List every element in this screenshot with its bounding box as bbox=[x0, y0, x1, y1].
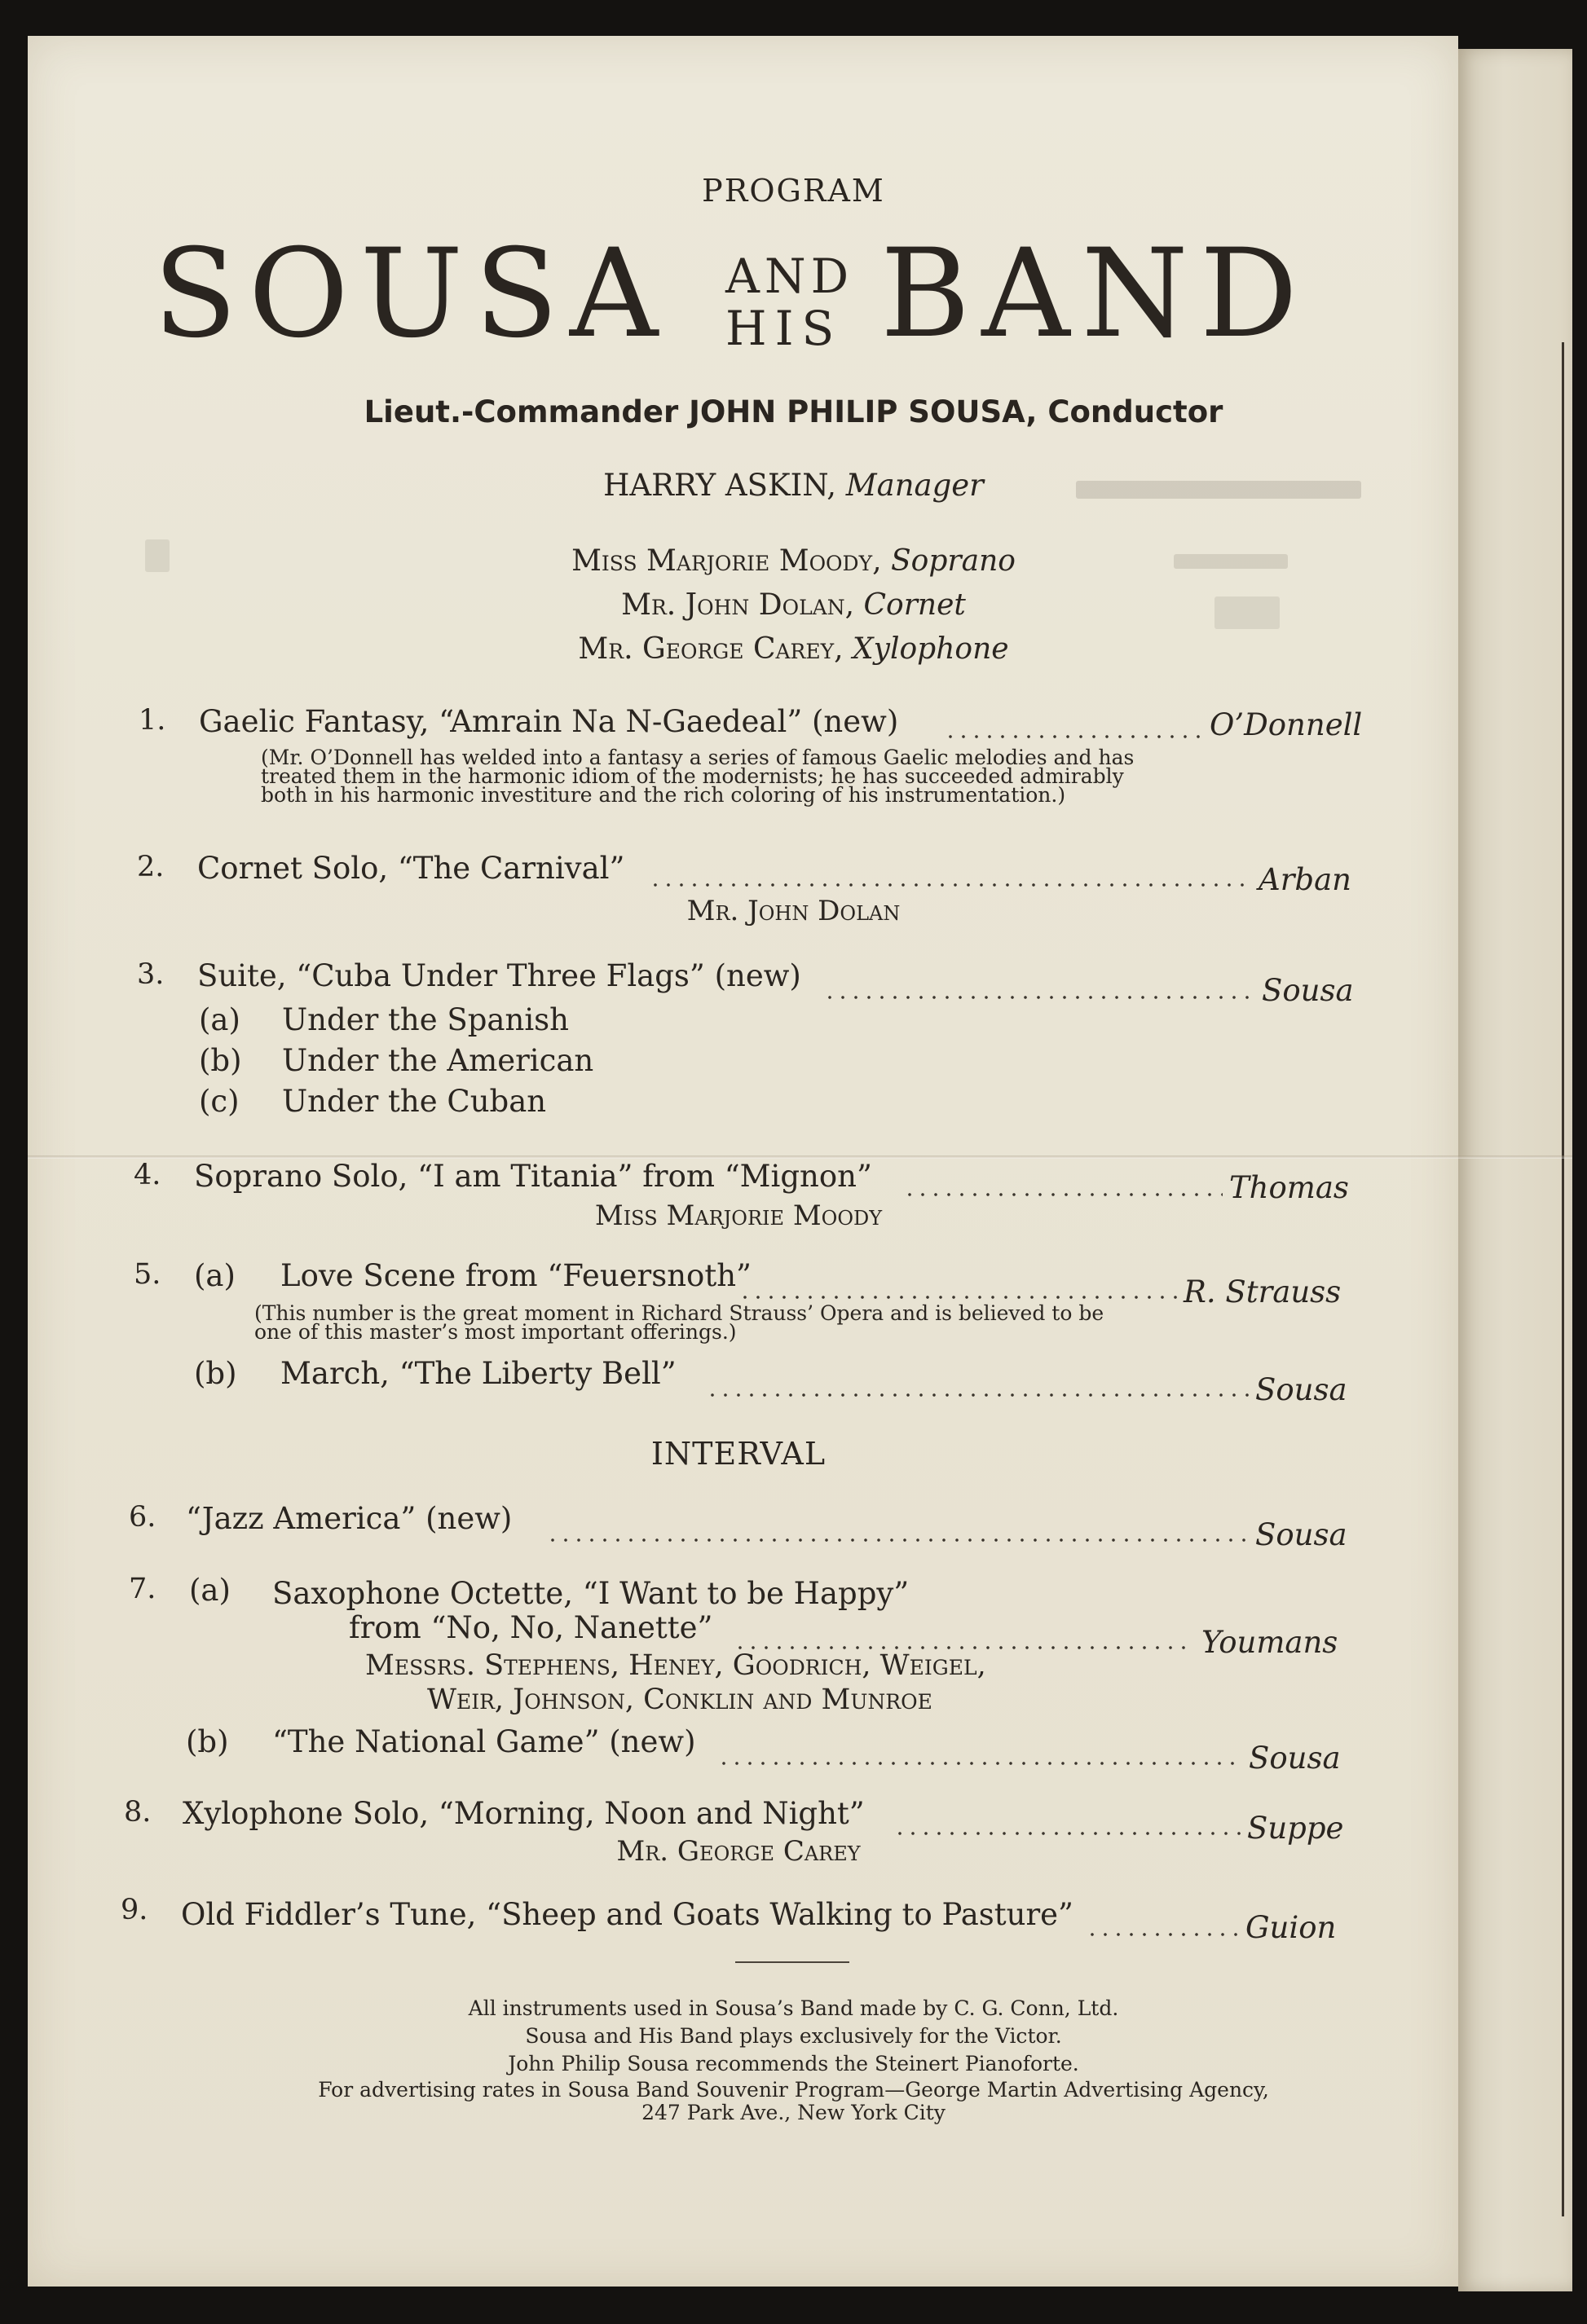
adjacent-page-edge bbox=[1458, 49, 1572, 2291]
entry-number: 7. bbox=[129, 1573, 156, 1605]
entry-title: March, “The Liberty Bell” bbox=[280, 1356, 677, 1391]
entry-number: 5. bbox=[134, 1258, 161, 1291]
entry-title: Suite, “Cuba Under Three Flags” (new) bbox=[197, 958, 801, 993]
entry-title: Saxophone Octette, “I Want to be Happy” bbox=[272, 1576, 910, 1611]
entry-performer: Miss Marjorie Moody bbox=[594, 1199, 883, 1232]
entry-title: Xylophone Solo, “Morning, Noon and Night” bbox=[183, 1796, 865, 1831]
soloist-role: Cornet bbox=[863, 588, 966, 622]
suite-part-text: Under the American bbox=[282, 1043, 594, 1078]
title-and: AND bbox=[725, 249, 854, 304]
entry-composer: Guion bbox=[1245, 1910, 1337, 1945]
leader-dots bbox=[717, 1762, 1244, 1765]
soloist-line bbox=[0, 588, 1587, 622]
footer-line: For advertising rates in Sousa Band Souvenir Program—George Martin Advertising Agency, bbox=[318, 2078, 1269, 2102]
conductor-line: Lieut.-Commander JOHN PHILIP SOUSA, Conductor bbox=[364, 394, 1223, 429]
entry-composer: R. Strauss bbox=[1184, 1274, 1342, 1309]
footer-line: All instruments used in Sousa’s Band made by C. G. Conn, Ltd. bbox=[468, 1996, 1119, 2020]
title-band: BAND bbox=[880, 223, 1310, 365]
manager-line bbox=[0, 468, 1587, 503]
entry-part-label: (a) bbox=[194, 1258, 236, 1293]
entry-composer: O’Donnell bbox=[1210, 707, 1363, 742]
soloist-line bbox=[0, 544, 1587, 578]
entry-composer: Youmans bbox=[1201, 1625, 1338, 1660]
entry-title: from “No, No, Nanette” bbox=[349, 1610, 713, 1645]
footer-line: John Philip Sousa recommends the Steinert Pianoforte. bbox=[508, 2052, 1079, 2075]
leader-dots bbox=[649, 883, 1252, 887]
entry-title: Cornet Solo, “The Carnival” bbox=[197, 851, 625, 886]
entry-performer: Mr. George Carey bbox=[616, 1835, 861, 1868]
entry-number: 9. bbox=[121, 1894, 148, 1926]
soloist-name: Mr. John Dolan, bbox=[621, 588, 855, 622]
entry-number: 3. bbox=[137, 958, 165, 991]
leader-dots bbox=[903, 1193, 1223, 1196]
entry-note-line: (Mr. O’Donnell has welded into a fantasy a series of famous Gaelic melodies and has bbox=[261, 746, 1135, 769]
entry-part-label: (b) bbox=[186, 1724, 229, 1759]
soloist-name: Mr. George Carey, bbox=[578, 632, 844, 666]
entry-number: 1. bbox=[139, 704, 166, 737]
entry-number: 8. bbox=[124, 1796, 152, 1829]
soloist-role: Xylophone bbox=[853, 632, 1009, 666]
entry-composer: Thomas bbox=[1229, 1170, 1349, 1205]
entry-title: “The National Game” (new) bbox=[272, 1724, 696, 1759]
entry-performer: Mr. John Dolan bbox=[686, 895, 901, 927]
program-label: PROGRAM bbox=[702, 173, 885, 209]
entry-note-line: treated them in the harmonic idiom of the modernists; he has succeeded admirably bbox=[261, 764, 1124, 788]
entry-title: Love Scene from “Feuersnoth” bbox=[280, 1258, 752, 1293]
leader-dots bbox=[706, 1393, 1252, 1397]
entry-title: Gaelic Fantasy, “Amrain Na N-Gaedeal” (new) bbox=[199, 704, 899, 739]
entry-title: “Jazz America” (new) bbox=[186, 1501, 513, 1536]
entry-composer: Sousa bbox=[1262, 973, 1354, 1008]
entry-number: 2. bbox=[137, 851, 165, 883]
entry-performers: Messrs. Stephens, Heney, Goodrich, Weigel, bbox=[365, 1649, 986, 1682]
manager-role: Manager bbox=[845, 468, 984, 503]
suite-part-label: (b) bbox=[199, 1043, 242, 1078]
suite-part-text: Under the Cuban bbox=[282, 1084, 547, 1119]
entry-composer: Suppe bbox=[1247, 1811, 1344, 1846]
entry-performers: Weir, Johnson, Conklin and Munroe bbox=[427, 1684, 932, 1716]
entry-note-line: (This number is the great moment in Richard Strauss’ Opera and is believed to be bbox=[254, 1301, 1104, 1325]
entry-note-line: one of this master’s most important offerings.) bbox=[254, 1320, 737, 1344]
suite-part-label: (a) bbox=[199, 1002, 240, 1037]
footer-divider bbox=[735, 1961, 849, 1963]
entry-part-label: (a) bbox=[189, 1573, 231, 1608]
entry-composer: Sousa bbox=[1249, 1741, 1341, 1776]
title-sousa: SOUSA bbox=[153, 223, 670, 365]
suite-part-label: (c) bbox=[199, 1084, 240, 1119]
entry-number: 6. bbox=[129, 1501, 156, 1534]
leader-dots bbox=[1086, 1933, 1242, 1936]
entry-number: 4. bbox=[134, 1159, 161, 1191]
leader-dots bbox=[944, 735, 1205, 738]
footer-line: Sousa and His Band plays exclusively for the Victor. bbox=[525, 2024, 1062, 2048]
entry-note-line: both in his harmonic investiture and the rich coloring of his instrumentation.) bbox=[261, 783, 1066, 807]
manager-name: HARRY ASKIN, bbox=[603, 468, 836, 503]
entry-title: Soprano Solo, “I am Titania” from “Mignon” bbox=[194, 1159, 872, 1194]
entry-title: Old Fiddler’s Tune, “Sheep and Goats Walking to Pasture” bbox=[181, 1897, 1073, 1932]
leader-dots bbox=[546, 1538, 1250, 1542]
footer-line: 247 Park Ave., New York City bbox=[641, 2101, 946, 2124]
interval-heading: INTERVAL bbox=[650, 1436, 827, 1472]
page-border-rule bbox=[1562, 342, 1564, 2216]
suite-part-text: Under the Spanish bbox=[282, 1002, 569, 1037]
entry-composer: Sousa bbox=[1255, 1517, 1347, 1552]
leader-dots bbox=[823, 996, 1255, 999]
soloist-role: Soprano bbox=[891, 544, 1016, 578]
entry-composer: Sousa bbox=[1255, 1372, 1347, 1407]
entry-part-label: (b) bbox=[194, 1356, 237, 1391]
leader-dots bbox=[738, 1296, 1179, 1299]
entry-composer: Arban bbox=[1259, 862, 1351, 897]
title-his: HIS bbox=[725, 301, 843, 356]
soloist-line bbox=[0, 632, 1587, 666]
soloist-name: Miss Marjorie Moody, bbox=[571, 544, 882, 578]
